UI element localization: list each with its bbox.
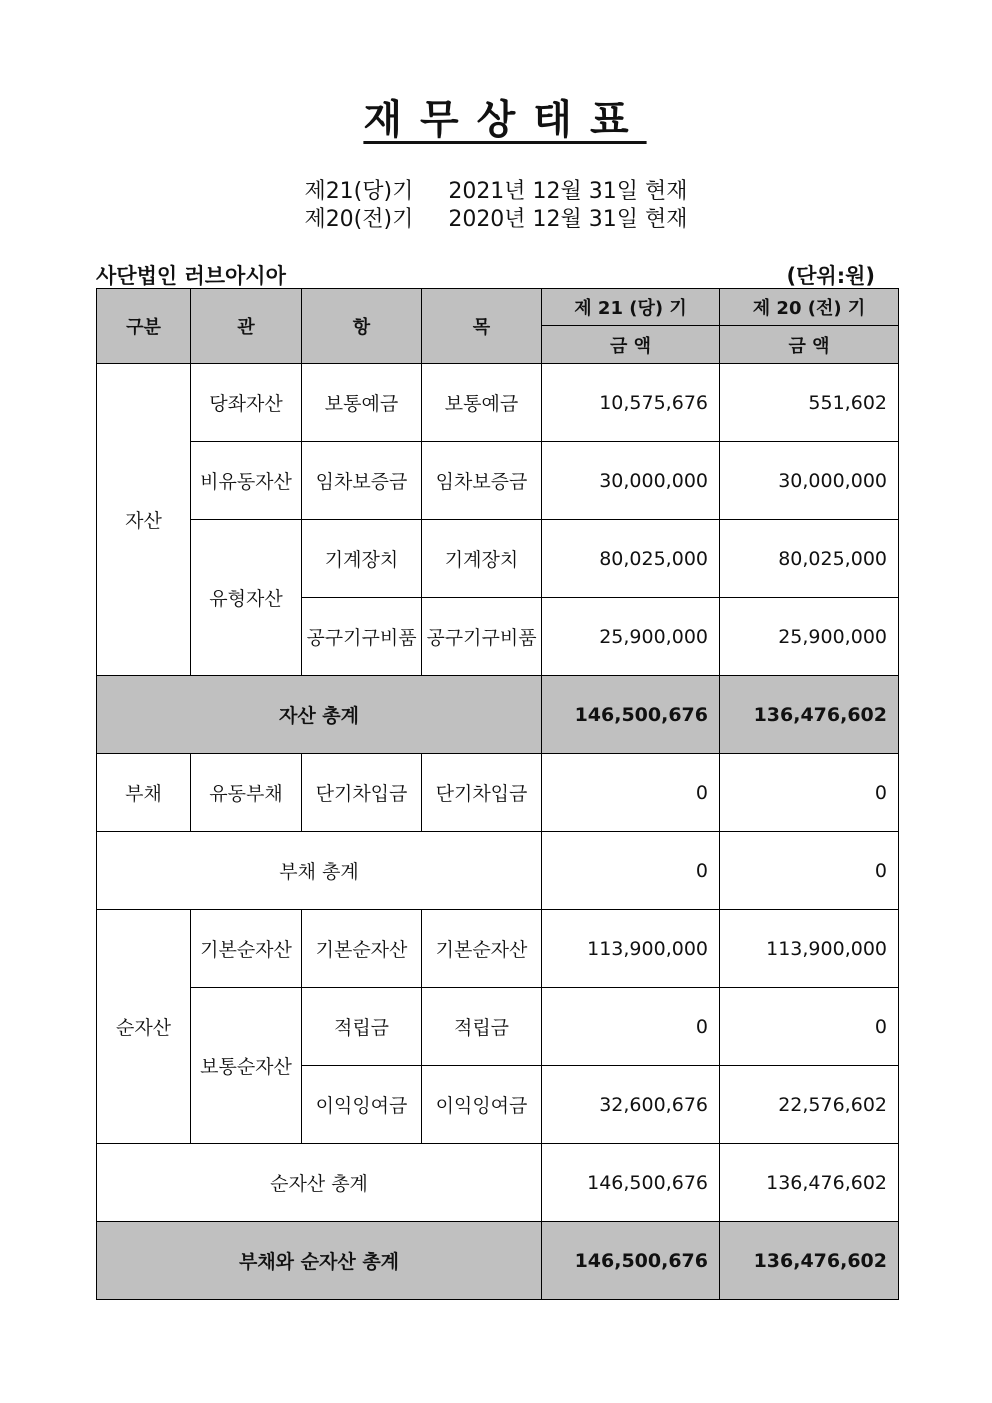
cell-prior-amount: 551,602 xyxy=(720,364,899,442)
prior-period-line: 제20(전)기 2020년 12월 31일 현재 xyxy=(304,207,688,232)
cell-prior-amount: 0 xyxy=(720,754,899,832)
net-assets-total-row xyxy=(97,1144,899,1222)
table-row xyxy=(97,442,899,520)
cell-mok: 임차보증금 xyxy=(422,442,542,520)
cell-current-amount: 80,025,000 xyxy=(542,520,720,598)
category-assets: 자산 xyxy=(97,364,191,676)
liabilities-total-row xyxy=(97,832,899,910)
cell-hang: 보통예금 xyxy=(302,364,422,442)
cell-gwan: 비유동자산 xyxy=(191,442,302,520)
balance-sheet-table xyxy=(96,288,899,1300)
unit-label: (단위:원) xyxy=(786,264,875,288)
header-prior-amount: 금 액 xyxy=(720,326,899,364)
header-category: 구분 xyxy=(97,289,191,364)
header-hang: 항 xyxy=(302,289,422,364)
header-current-period: 제 21 (당) 기 xyxy=(542,289,720,326)
header-row xyxy=(97,289,899,326)
cell-gwan: 기본순자산 xyxy=(191,910,302,988)
cell-mok: 이익잉여금 xyxy=(422,1066,542,1144)
total-current-amount: 0 xyxy=(542,832,720,910)
cell-gwan: 유동부채 xyxy=(191,754,302,832)
cell-mok: 보통예금 xyxy=(422,364,542,442)
cell-current-amount: 10,575,676 xyxy=(542,364,720,442)
cell-current-amount: 30,000,000 xyxy=(542,442,720,520)
total-label: 순자산 총계 xyxy=(97,1144,542,1222)
total-current-amount: 146,500,676 xyxy=(542,1222,720,1300)
cell-prior-amount: 22,576,602 xyxy=(720,1066,899,1144)
total-current-amount: 146,500,676 xyxy=(542,1144,720,1222)
category-liabilities: 부채 xyxy=(97,754,191,832)
cell-hang: 적립금 xyxy=(302,988,422,1066)
cell-mok: 공구기구비품 xyxy=(422,598,542,676)
cell-current-amount: 32,600,676 xyxy=(542,1066,720,1144)
cell-mok: 단기차입금 xyxy=(422,754,542,832)
header-gwan: 관 xyxy=(191,289,302,364)
cell-mok: 기계장치 xyxy=(422,520,542,598)
total-prior-amount: 136,476,602 xyxy=(720,1144,899,1222)
cell-mok: 기본순자산 xyxy=(422,910,542,988)
total-label: 부채와 순자산 총계 xyxy=(97,1222,542,1300)
total-prior-amount: 0 xyxy=(720,832,899,910)
cell-hang: 임차보증금 xyxy=(302,442,422,520)
total-label: 자산 총계 xyxy=(97,676,542,754)
current-period-line: 제21(당)기 2021년 12월 31일 현재 xyxy=(304,179,688,204)
cell-prior-amount: 25,900,000 xyxy=(720,598,899,676)
total-prior-amount: 136,476,602 xyxy=(720,676,899,754)
cell-current-amount: 0 xyxy=(542,988,720,1066)
cell-prior-amount: 30,000,000 xyxy=(720,442,899,520)
cell-current-amount: 0 xyxy=(542,754,720,832)
header-current-amount: 금 액 xyxy=(542,326,720,364)
cell-gwan: 유형자산 xyxy=(191,520,302,676)
total-label: 부채 총계 xyxy=(97,832,542,910)
cell-prior-amount: 80,025,000 xyxy=(720,520,899,598)
cell-prior-amount: 0 xyxy=(720,988,899,1066)
cell-hang: 기본순자산 xyxy=(302,910,422,988)
cell-hang: 이익잉여금 xyxy=(302,1066,422,1144)
cell-hang: 기계장치 xyxy=(302,520,422,598)
header-prior-period: 제 20 (전) 기 xyxy=(720,289,899,326)
cell-current-amount: 113,900,000 xyxy=(542,910,720,988)
table-row xyxy=(97,754,899,832)
cell-hang: 단기차입금 xyxy=(302,754,422,832)
page-title: 재무상태표 xyxy=(363,97,647,143)
cell-mok: 적립금 xyxy=(422,988,542,1066)
total-current-amount: 146,500,676 xyxy=(542,676,720,754)
table-row xyxy=(97,910,899,988)
table-row xyxy=(97,988,899,1066)
total-prior-amount: 136,476,602 xyxy=(720,1222,899,1300)
cell-hang: 공구기구비품 xyxy=(302,598,422,676)
header-mok: 목 xyxy=(422,289,542,364)
grand-total-row xyxy=(97,1222,899,1300)
cell-prior-amount: 113,900,000 xyxy=(720,910,899,988)
cell-gwan: 보통순자산 xyxy=(191,988,302,1144)
table-row xyxy=(97,364,899,442)
category-net-assets: 순자산 xyxy=(97,910,191,1144)
table-row xyxy=(97,520,899,598)
assets-total-row xyxy=(97,676,899,754)
cell-gwan: 당좌자산 xyxy=(191,364,302,442)
organization-name: 사단법인 러브아시아 xyxy=(96,264,286,288)
cell-current-amount: 25,900,000 xyxy=(542,598,720,676)
